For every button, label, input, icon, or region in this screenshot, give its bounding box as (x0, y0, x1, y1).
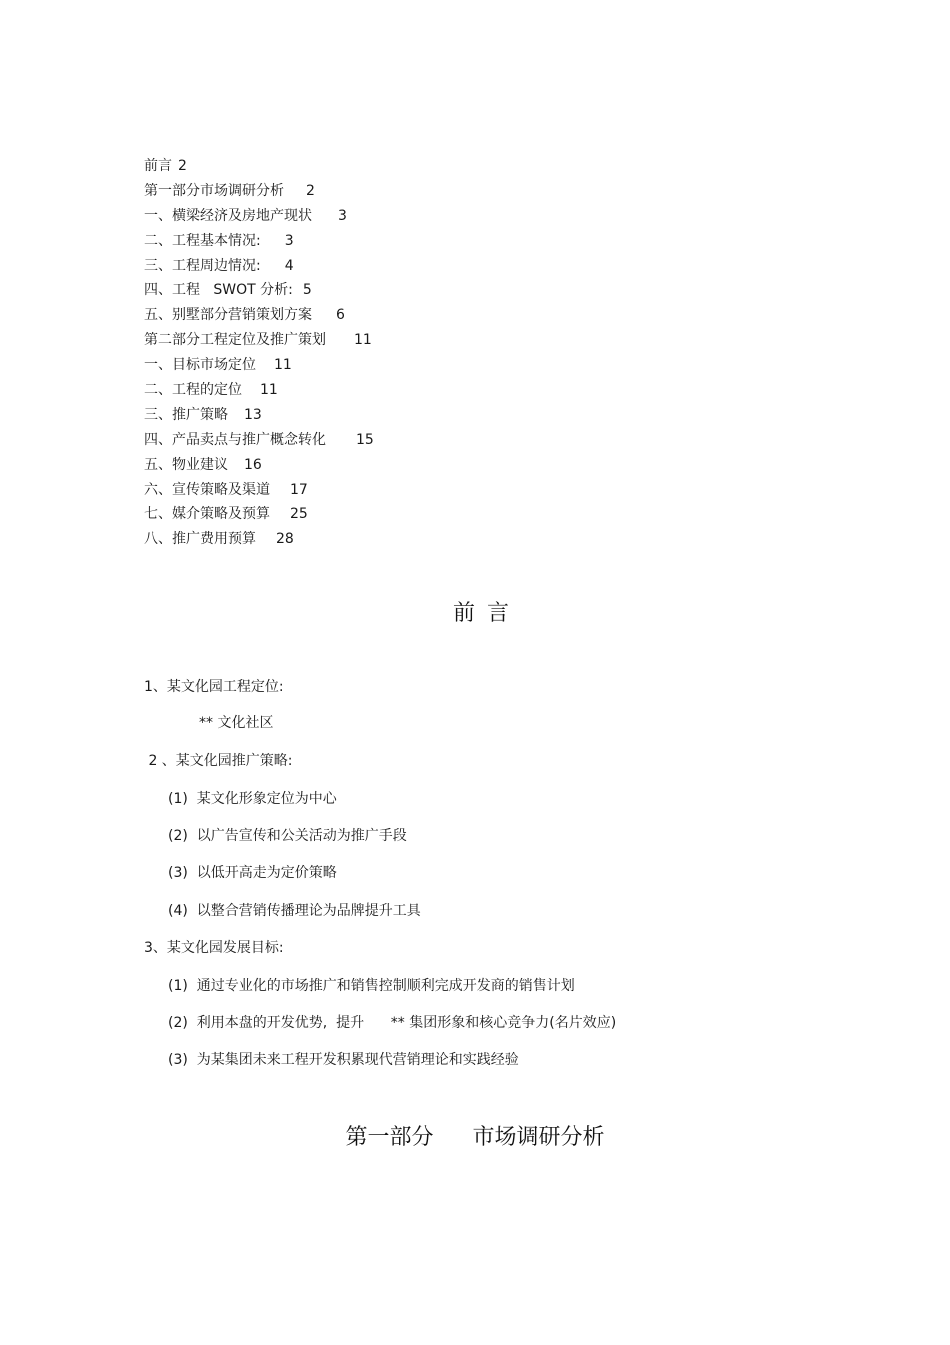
preface-heading: 前言 (452, 601, 521, 626)
toc-entry-page: 2 (306, 182, 315, 199)
toc-entry-title: 五、别墅部分营销策划方案 (144, 307, 312, 324)
toc-entry-page: 11 (274, 357, 292, 374)
toc-entry-title: 七、媒介策略及预算 (144, 506, 270, 523)
toc-entry[interactable] (144, 428, 374, 453)
toc-entry[interactable] (144, 453, 374, 478)
toc-entry-page: 15 (356, 431, 374, 448)
toc-entry-title: 五、物业建议 (144, 456, 228, 473)
toc-entry[interactable] (144, 353, 374, 378)
toc-entry[interactable] (144, 229, 374, 254)
toc-entry[interactable] (144, 278, 374, 303)
toc-entry-page: 5 (302, 282, 312, 299)
toc-entry-page: 3 (284, 232, 294, 249)
section-1-title: 1、某文化园工程定位: (144, 679, 284, 695)
toc-entry-page: 11 (260, 382, 278, 399)
goal-item: (1) 通过专业化的市场推广和销售控制顺利完成开发商的销售计划 (168, 978, 575, 994)
part1-heading: 第一部分 市场调研分析 (345, 1125, 605, 1150)
toc-entry-title: 四、工程 SWOT 分析: (144, 282, 293, 299)
toc-entry-title: 一、横梁经济及房地产现状 (144, 207, 312, 224)
toc-entry-page: 3 (338, 207, 347, 224)
table-of-contents (144, 154, 374, 552)
toc-entry[interactable] (144, 478, 374, 503)
toc-entry-title: 一、目标市场定位 (144, 357, 256, 374)
positioning-statement: ** 文化社区 (199, 715, 274, 731)
strategy-item: (4) 以整合营销传播理论为品牌提升工具 (168, 903, 421, 919)
toc-entry-page: 4 (284, 257, 294, 274)
toc-entry[interactable] (144, 303, 374, 328)
toc-entry-title: 六、宣传策略及渠道 (144, 481, 270, 498)
toc-entry-page: 2 (178, 158, 187, 174)
toc-entry-title: 八、推广费用预算 (144, 531, 256, 548)
toc-entry-page: 28 (276, 531, 294, 548)
strategy-item: (2) 以广告宣传和公关活动为推广手段 (168, 828, 407, 844)
toc-entry[interactable] (144, 527, 374, 552)
toc-entry[interactable] (144, 403, 374, 428)
toc-entry-page: 6 (336, 307, 345, 324)
toc-entry-title: 第一部分市场调研分析 (144, 182, 284, 199)
toc-entry-title: 二、工程的定位 (144, 382, 242, 399)
toc-entry-title: 三、工程周边情况: (144, 257, 261, 274)
goal-item: (3) 为某集团未来工程开发积累现代营销理论和实践经验 (168, 1052, 519, 1068)
section-3-title: 3、某文化园发展目标: (144, 940, 284, 956)
toc-entry-page: 16 (244, 456, 262, 473)
toc-entry-page: 25 (290, 506, 308, 523)
toc-entry-title: 四、产品卖点与推广概念转化 (144, 431, 326, 448)
goal-item: (2) 利用本盘的开发优势, 提升 ** 集团形象和核心竞争力(名片效应) (168, 1015, 617, 1031)
strategy-item: (1) 某文化形象定位为中心 (168, 791, 337, 807)
toc-entry[interactable] (144, 179, 374, 204)
toc-entry[interactable] (144, 204, 374, 229)
section-2-title: 2 、某文化园推广策略: (144, 753, 293, 769)
toc-entry[interactable] (144, 154, 374, 179)
toc-entry-page: 13 (244, 406, 262, 423)
toc-entry-title: 第二部分工程定位及推广策划 (144, 332, 326, 349)
toc-entry-title: 前言 (144, 158, 172, 174)
toc-entry-page: 11 (354, 332, 372, 349)
toc-entry-title: 三、推广策略 (144, 406, 228, 423)
toc-entry[interactable] (144, 378, 374, 403)
toc-entry[interactable] (144, 328, 374, 353)
toc-entry-page: 17 (290, 481, 308, 498)
toc-entry[interactable] (144, 254, 374, 279)
strategy-item: (3) 以低开高走为定价策略 (168, 865, 337, 881)
toc-entry-title: 二、工程基本情况: (144, 232, 261, 249)
toc-entry[interactable] (144, 502, 374, 527)
